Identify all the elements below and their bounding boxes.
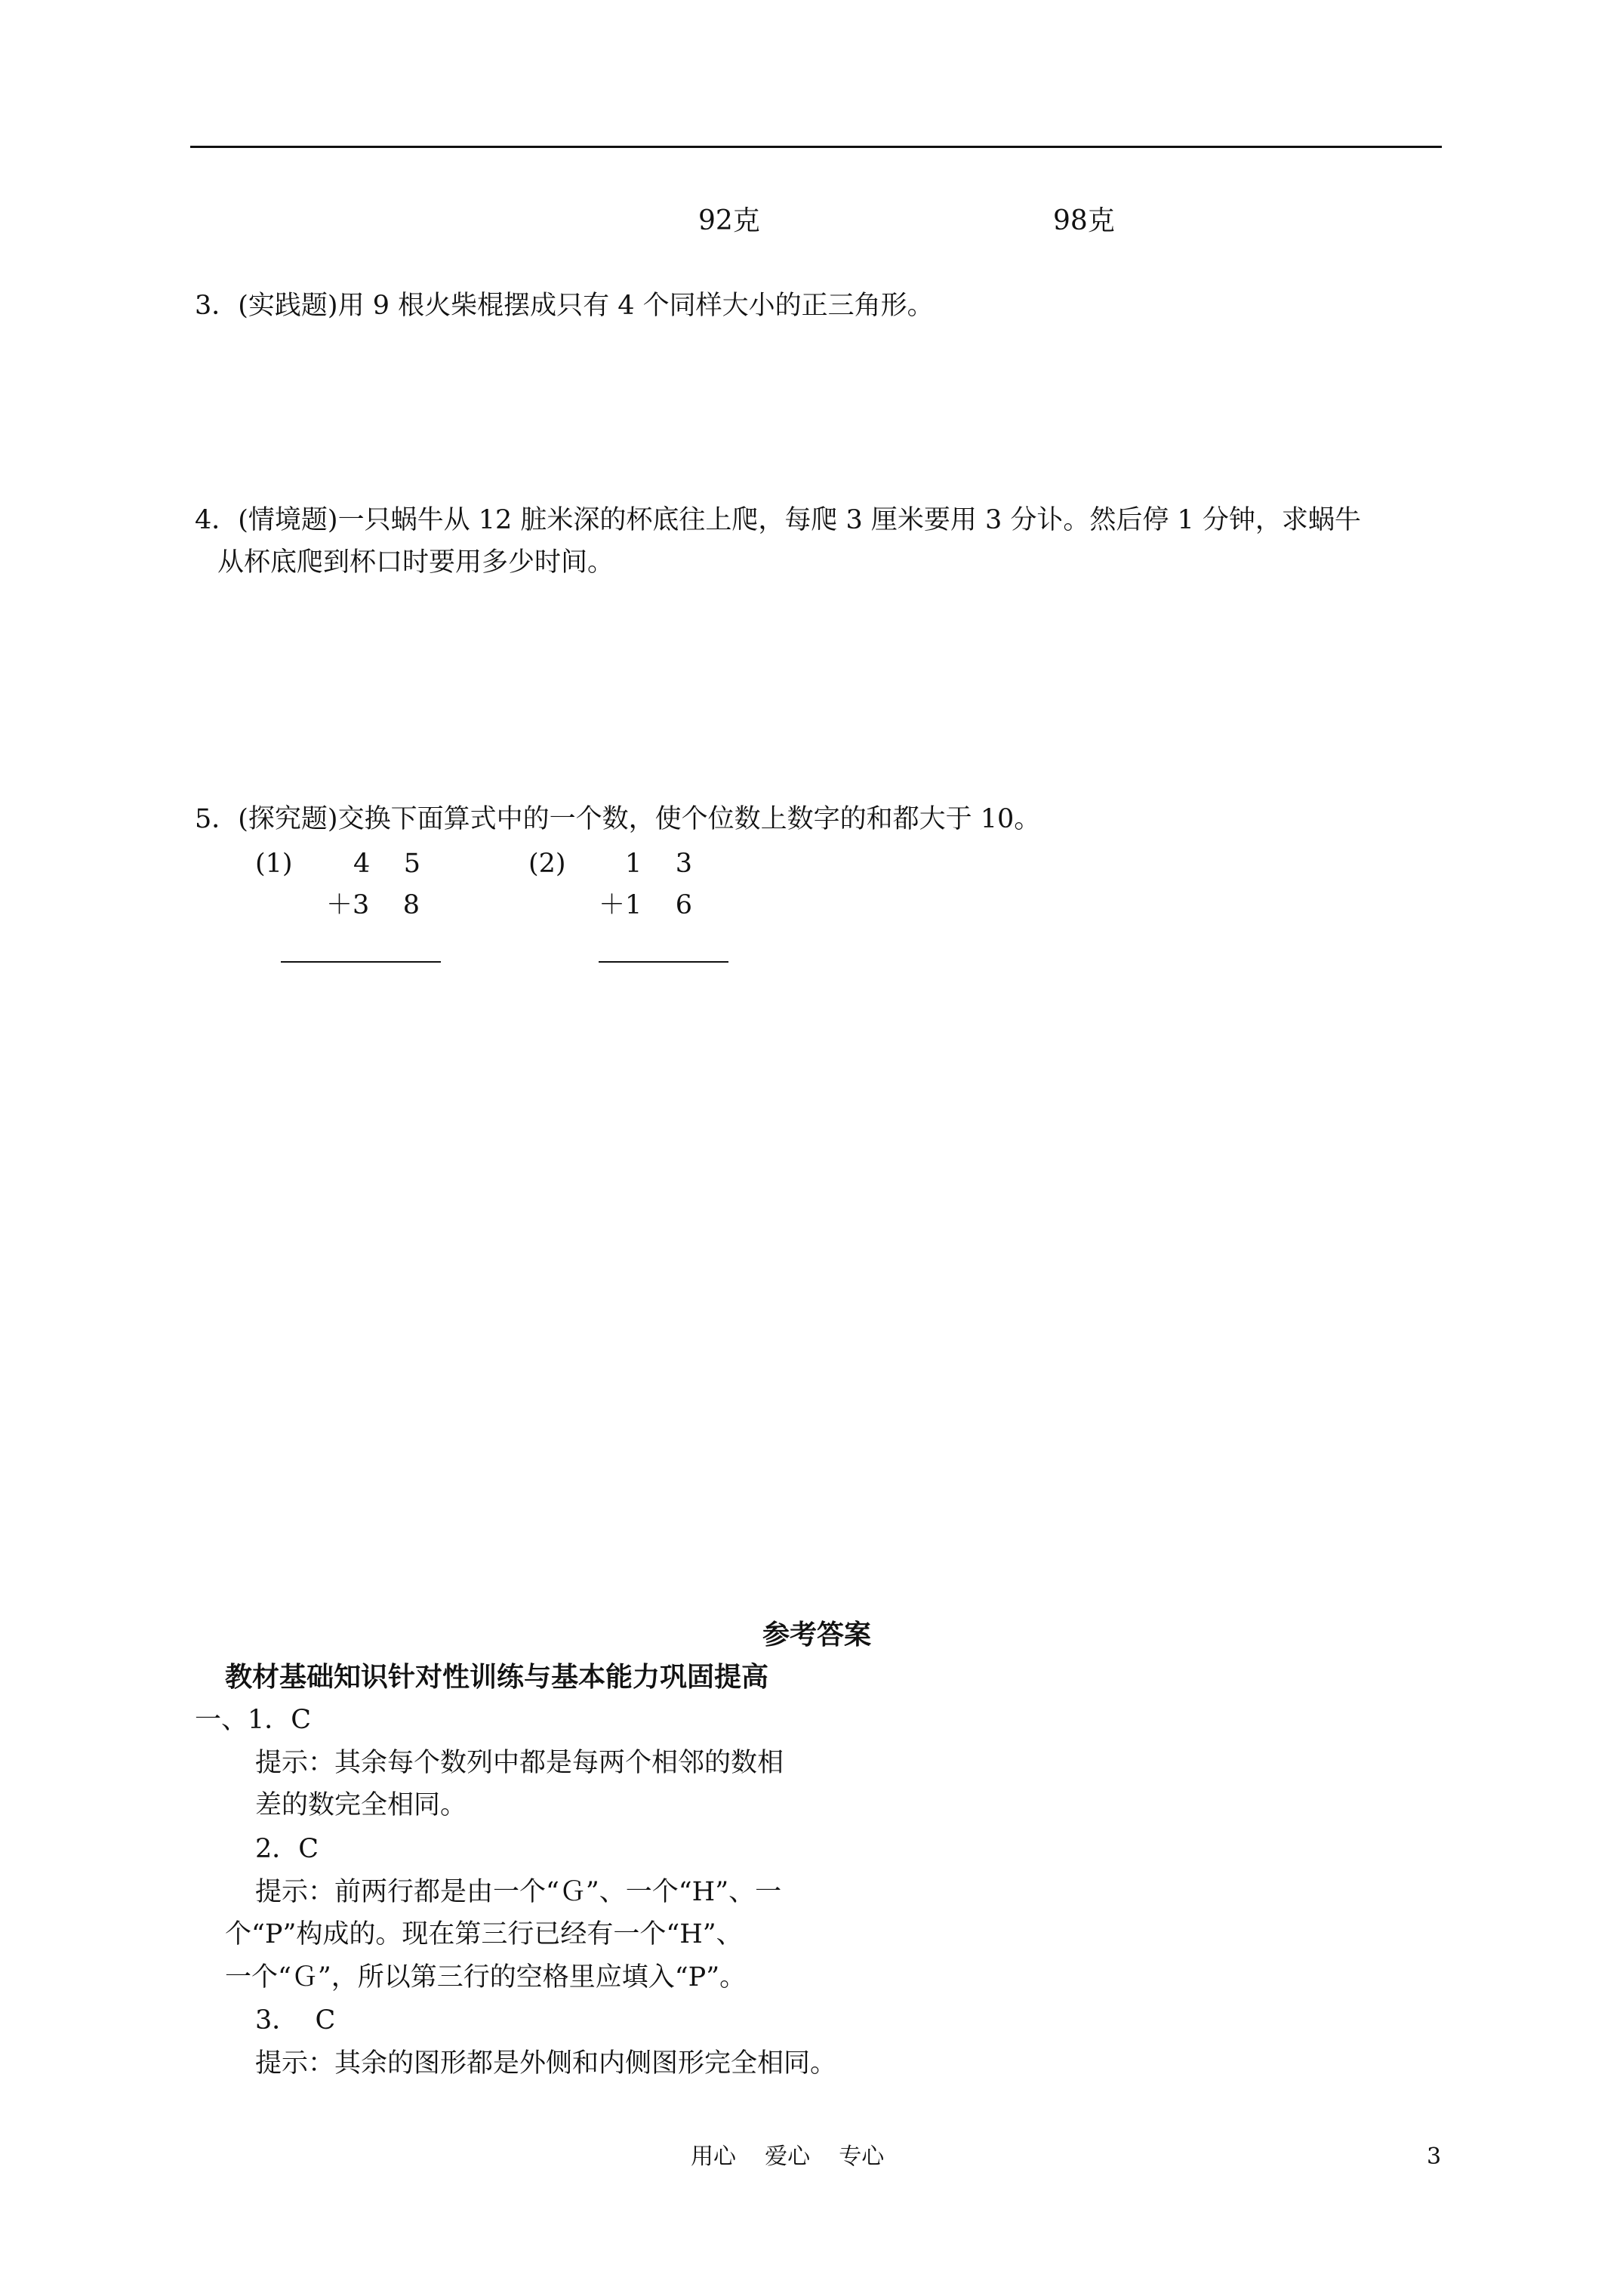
answer-line: 提示：其余每个数列中都是每两个相邻的数相 bbox=[255, 1748, 784, 1778]
weight-left: 92克 bbox=[698, 205, 760, 236]
answer-line: 一个“Ｇ”，所以第三行的空格里应填入“P”。 bbox=[225, 1962, 747, 1992]
answers-subtitle: 教材基础知识针对性训练与基本能力巩固提高 bbox=[225, 1661, 769, 1693]
question-5: 5．(探究题)交换下面算式中的一个数，使个位数上数字的和都大于 10。 bbox=[195, 804, 1041, 834]
footer-motto: 用心 爱心 专心 bbox=[691, 2143, 885, 2170]
sum-line bbox=[281, 961, 441, 963]
answer-line: 3． C bbox=[255, 2005, 336, 2036]
problem-top-digits: 1 3 bbox=[625, 849, 693, 879]
question-4-line-2: 从杯底爬到杯口时要用多少时间。 bbox=[217, 547, 614, 578]
answer-line: 一、1．C bbox=[195, 1705, 312, 1735]
problem-top-digits: 4 5 bbox=[353, 849, 421, 879]
weight-right: 98克 bbox=[1053, 205, 1115, 236]
question-3: 3．(实践题)用 9 根火柴棍摆成只有 4 个同样大小的正三角形。 bbox=[195, 291, 934, 321]
problem-label: (1) bbox=[255, 849, 293, 879]
answer-line: 提示：其余的图形都是外侧和内侧图形完全相同。 bbox=[255, 2048, 837, 2079]
header-rule bbox=[190, 146, 1442, 148]
answer-line: 差的数完全相同。 bbox=[255, 1790, 467, 1820]
problem-label: (2) bbox=[528, 849, 566, 879]
answer-line: 个“P”构成的。现在第三行已经有一个“H”、 bbox=[225, 1919, 743, 1949]
problem-bottom-digits: ＋1 6 bbox=[599, 890, 693, 920]
problem-bottom-digits: ＋3 8 bbox=[326, 890, 420, 920]
sum-line bbox=[599, 961, 728, 963]
answers-title: 参考答案 bbox=[762, 1619, 872, 1650]
answer-line: 提示：前两行都是由一个“Ｇ”、一个“H”、一 bbox=[255, 1877, 782, 1907]
page-number: 3 bbox=[1427, 2143, 1442, 2170]
answer-line: 2．C bbox=[255, 1834, 319, 1864]
question-4-line-1: 4．(情境题)一只蜗牛从 12 脏米深的杯底往上爬，每爬 3 厘米要用 3 分讣。然后停 1 分钟，求蜗牛 bbox=[195, 505, 1361, 535]
